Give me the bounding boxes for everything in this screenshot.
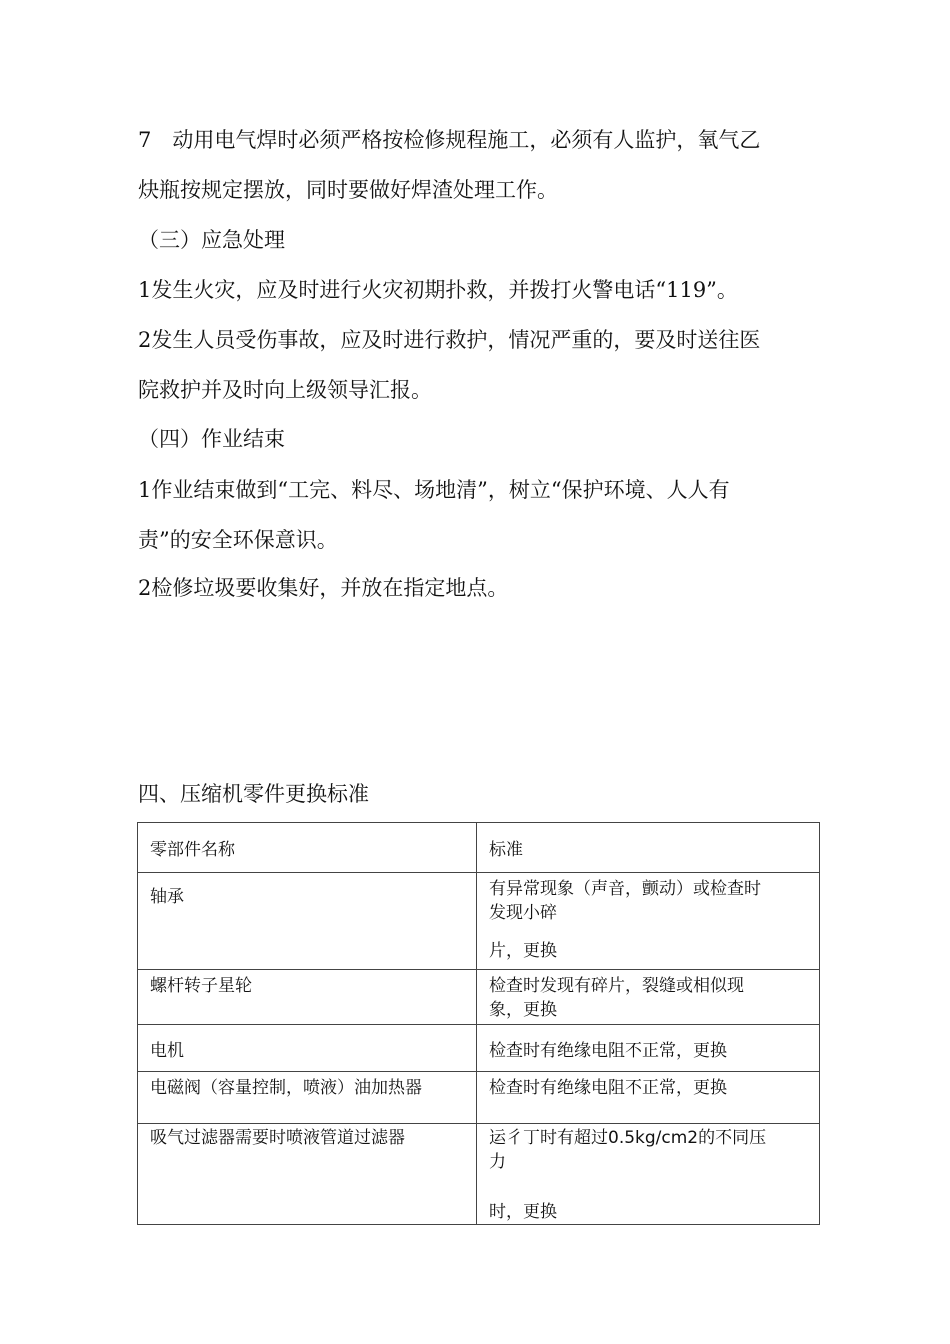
part-name: 电机: [150, 1041, 184, 1061]
standard-line: 发现小碎: [489, 903, 557, 923]
standard-line: 象，更换: [489, 1000, 557, 1020]
table-cell-standard: [477, 873, 820, 970]
part-name: 轴承: [150, 887, 184, 907]
table-cell-standard: [477, 970, 820, 1025]
table-row: [138, 873, 820, 970]
standard-line: 检查时有绝缘电阻不正常，更换: [489, 1078, 727, 1098]
paragraph-line: 炔瓶按规定摆放，同时要做好焊渣处理工作。: [138, 178, 558, 202]
section-heading: 四、压缩机零件更换标准: [138, 782, 369, 806]
part-name: 电磁阀（容量控制，喷液）油加热器: [150, 1078, 422, 1098]
table-cell-part: [138, 1072, 477, 1124]
paragraph-line: 1作业结束做到“工完、料尽、场地清”，树立“保护环境、人人有: [138, 478, 730, 502]
paragraph-waste: [138, 563, 818, 613]
part-name: 吸气过滤器需要时喷液管道过滤器: [150, 1128, 405, 1148]
paragraph-line: 院救护并及时向上级领导汇报。: [138, 378, 432, 402]
table-cell-standard: [477, 1072, 820, 1124]
paragraph-cleanup: [138, 465, 818, 565]
table-row: [138, 1025, 820, 1072]
standard-line: 时，更换: [489, 1202, 557, 1222]
standard-line: 检查时有绝缘电阻不正常，更换: [489, 1041, 727, 1061]
table-row: [138, 970, 820, 1025]
table-header-cell: [477, 823, 820, 873]
subheading-text: （三）应急处理: [138, 228, 285, 252]
subheading-text: （四）作业结束: [138, 427, 285, 451]
table-row: [138, 1072, 820, 1124]
standard-line: 有异常现象（声音，颤动）或检查时: [489, 879, 761, 899]
paragraph-line: 1发生火灾，应及时进行火灾初期扑救，并拨打火警电话“119”。: [138, 278, 738, 302]
standard-line: 检查时发现有碎片，裂缝或相似现: [489, 976, 744, 996]
paragraph-line: 2发生人员受伤事故，应及时进行救护，情况严重的，要及时送往医: [138, 328, 761, 352]
standard-line: 片，更换: [489, 941, 557, 961]
table-cell-part: [138, 970, 477, 1025]
table-cell-standard: [477, 1025, 820, 1072]
paragraph-line: 7 动用电气焊时必须严格按检修规程施工，必须有人监护，氧气乙: [138, 128, 761, 152]
paragraph-line: 责”的安全环保意识。: [138, 528, 338, 552]
paragraph-injury: [138, 315, 818, 415]
part-name: 螺杆转子星轮: [150, 976, 252, 996]
table-cell-part: [138, 1124, 477, 1225]
paragraph-item-7: [138, 115, 818, 215]
standard-line: 运彳丁时有超过0.5kg/cm2的不同压: [489, 1128, 767, 1148]
table-row: [138, 1124, 820, 1225]
subheading-work-end: [138, 414, 818, 464]
table-header-cell: [138, 823, 477, 873]
parts-replacement-table: [137, 822, 820, 1225]
table-cell-standard: [477, 1124, 820, 1225]
standard-line: 力: [489, 1152, 506, 1172]
table-header-row: [138, 823, 820, 873]
table-cell-part: [138, 1025, 477, 1072]
paragraph-line: 2检修垃圾要收集好，并放在指定地点。: [138, 576, 509, 600]
header-part-name: 零部件名称: [150, 840, 235, 860]
header-standard: 标准: [489, 840, 523, 860]
table-cell-part: [138, 873, 477, 970]
paragraph-fire: [138, 265, 818, 315]
subheading-emergency: [138, 215, 818, 265]
